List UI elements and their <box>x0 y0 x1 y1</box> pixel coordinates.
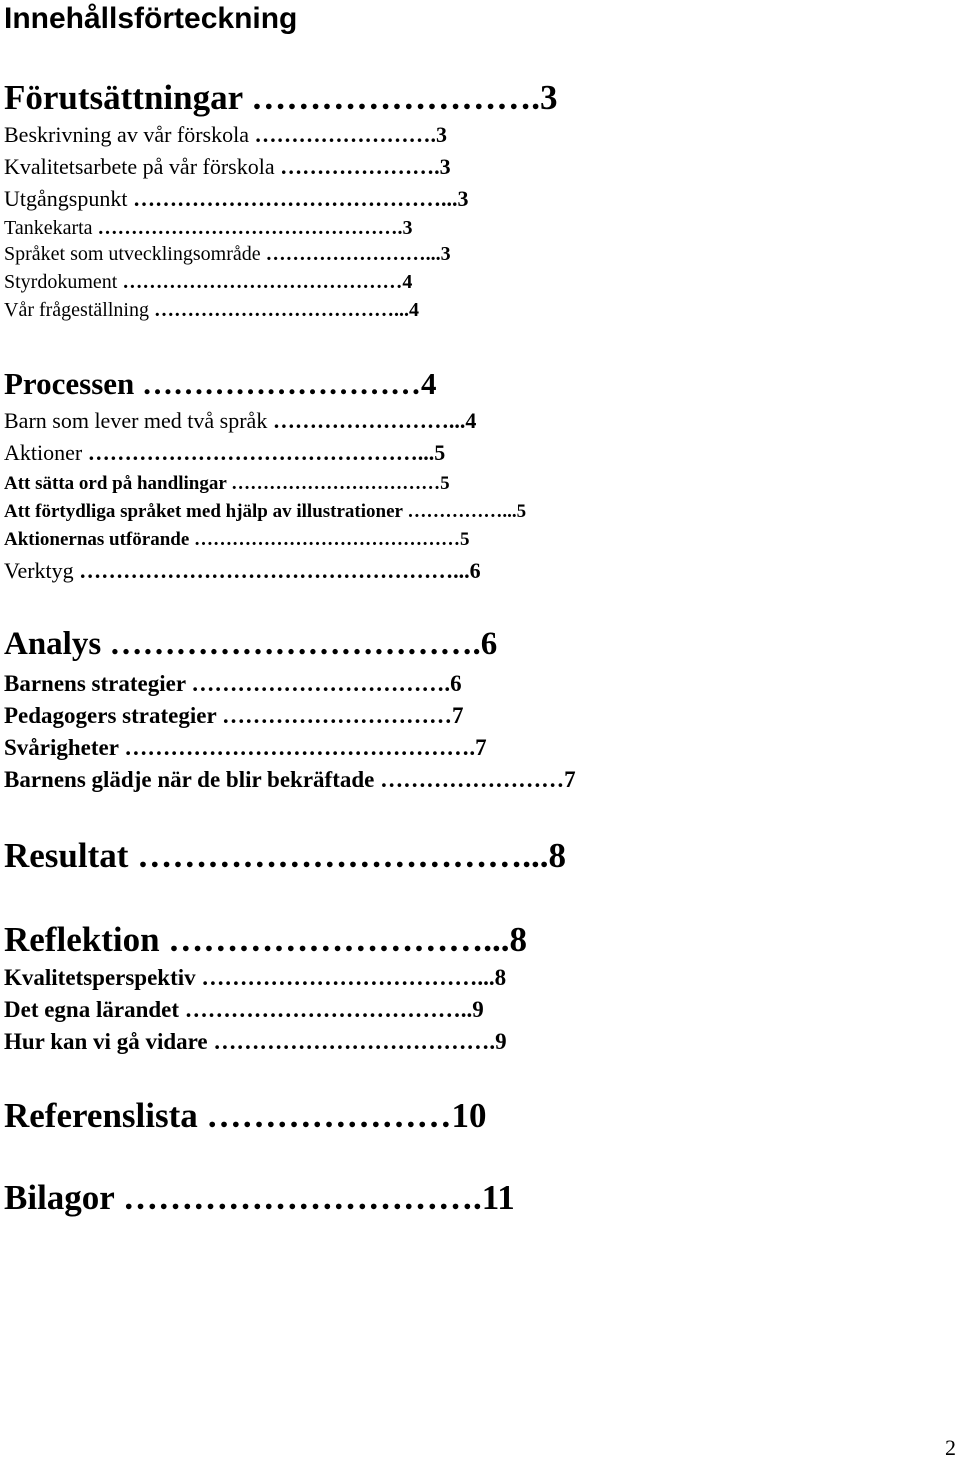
toc-leader: …………………… <box>242 78 532 117</box>
toc-entry[interactable] <box>4 1180 515 1215</box>
toc-entry[interactable] <box>4 272 412 292</box>
toc-page: .3 <box>435 243 451 265</box>
toc-heading: Innehållsförteckning <box>4 2 298 35</box>
toc-entry[interactable] <box>4 300 419 320</box>
toc-page: 8 <box>494 965 507 990</box>
toc-entry-title: Det egna lärandet <box>4 997 180 1022</box>
toc-entry[interactable] <box>4 188 468 210</box>
toc-page: 4 <box>402 271 413 293</box>
toc-entry[interactable] <box>4 1098 487 1133</box>
toc-entry-title: Bilagor <box>4 1178 115 1217</box>
toc-entry-title: Resultat <box>4 836 129 875</box>
toc-leader: …………………………………… <box>189 529 461 550</box>
toc-entry[interactable] <box>4 736 487 759</box>
toc-leader: ……………………... <box>267 408 466 433</box>
toc-leader: ………………………………………. <box>118 735 476 760</box>
toc-page: 5 <box>460 529 470 550</box>
toc-page: 10 <box>451 1096 487 1135</box>
toc-leader: ………………………………... <box>195 965 495 990</box>
toc-page: 5 <box>434 440 446 465</box>
toc-page: 4 <box>465 408 477 433</box>
toc-entry[interactable] <box>4 768 576 791</box>
toc-entry-title: Barnens glädje när de blir bekräftade <box>4 767 375 792</box>
toc-leader: …………………………………… <box>127 186 441 211</box>
toc-entry[interactable] <box>4 502 526 521</box>
toc-leader: ……………………… <box>134 366 422 401</box>
toc-page: 4 <box>421 366 437 401</box>
toc-page: .6 <box>472 626 498 662</box>
toc-entry-title: Tankekarta <box>4 217 93 239</box>
toc-page: 11 <box>481 1178 515 1217</box>
toc-page: 7 <box>452 703 464 728</box>
toc-entry-title: Styrdokument <box>4 271 118 293</box>
toc-page: ...3 <box>440 186 469 211</box>
toc-leader: ………………… <box>197 1096 452 1135</box>
toc-entry[interactable] <box>4 1030 507 1053</box>
toc-leader: ………………………… <box>216 703 452 728</box>
toc-entry[interactable] <box>4 922 527 957</box>
toc-entry-title: Förutsättningar <box>4 78 243 117</box>
toc-entry[interactable] <box>4 998 484 1021</box>
toc-leader: …………………………………… <box>117 271 403 293</box>
toc-entry-title: Beskrivning av vår förskola <box>4 122 249 147</box>
toc-leader: ……………………………….. <box>148 299 404 321</box>
toc-page: .3 <box>531 78 558 117</box>
toc-entry[interactable] <box>4 410 476 432</box>
toc-leader: ………………………... <box>159 920 510 959</box>
toc-entry[interactable] <box>4 628 497 661</box>
toc-leader: …………………………… <box>226 473 441 494</box>
toc-leader: …………………… <box>374 767 565 792</box>
toc-leader: …………………………. <box>114 1178 482 1217</box>
toc-leader: ……………………………. <box>185 671 451 696</box>
toc-entry-title: Svårigheter <box>4 735 119 760</box>
toc-entry-title: Aktioner <box>4 440 83 465</box>
toc-entry[interactable] <box>4 80 558 115</box>
toc-leader: ……………………………... <box>128 836 549 875</box>
toc-entry-title: Vår frågeställning <box>4 299 149 321</box>
toc-entry-title: Utgångspunkt <box>4 186 128 211</box>
toc-page: .3 <box>397 217 413 239</box>
toc-leader: ……………... <box>402 501 517 522</box>
toc-entry-title: Processen <box>4 366 135 401</box>
toc-entry[interactable] <box>4 560 481 582</box>
toc-entry[interactable] <box>4 442 445 464</box>
toc-page: 7 <box>475 735 487 760</box>
page-number: 2 <box>945 1435 956 1460</box>
toc-entry-title: Pedagogers strategier <box>4 703 217 728</box>
toc-page: 7 <box>564 767 576 792</box>
toc-page: .3 <box>430 122 447 147</box>
toc-entry-title: Analys <box>4 626 102 662</box>
toc-entry[interactable] <box>4 474 450 493</box>
toc-entry[interactable] <box>4 966 506 989</box>
toc-entry-title: Hur kan vi gå vidare <box>4 1029 208 1054</box>
toc-entry[interactable] <box>4 124 447 146</box>
toc-page: 6 <box>450 671 462 696</box>
toc-entry-title: Kvalitetsperspektiv <box>4 965 196 990</box>
toc-leader: ……………………………….. <box>179 997 473 1022</box>
toc-leader: ………………………………………... <box>82 440 435 465</box>
toc-page: .3 <box>434 154 451 179</box>
toc-entry[interactable] <box>4 838 566 873</box>
toc-entry-title: Referenslista <box>4 1096 198 1135</box>
toc-page: 9 <box>472 997 484 1022</box>
toc-entry[interactable] <box>4 704 464 727</box>
toc-entry-title: Barnens strategier <box>4 671 186 696</box>
toc-leader: ……………………………………………... <box>73 558 470 583</box>
toc-entry[interactable] <box>4 244 451 264</box>
toc-entry[interactable] <box>4 156 451 178</box>
toc-leader: …………………… <box>249 122 431 147</box>
toc-leader: ………………………………. <box>207 1029 496 1054</box>
toc-entry[interactable] <box>4 218 413 238</box>
toc-leader: …………………………… <box>101 626 473 662</box>
toc-entry[interactable] <box>4 672 462 695</box>
toc-page: .4 <box>403 299 419 321</box>
toc-page: 5 <box>516 501 527 522</box>
toc-entry-title: Verktyg <box>4 558 74 583</box>
toc-entry[interactable] <box>4 530 470 549</box>
toc-leader: …………………….. <box>260 243 436 265</box>
toc-entry-title: Kvalitetsarbete på vår förskola <box>4 154 275 179</box>
toc-entry-title: Reflektion <box>4 920 160 959</box>
toc-entry-title: Att sätta ord på handlingar <box>4 473 227 494</box>
toc-page: 8 <box>509 920 528 959</box>
toc-page: 6 <box>469 558 481 583</box>
toc-leader: ……………………………………… <box>92 217 398 239</box>
toc-entry-title: Att förtydliga språket med hjälp av illustrationer <box>4 501 403 522</box>
toc-page: 5 <box>440 473 450 494</box>
toc-leader: ………………… <box>274 154 435 179</box>
toc-entry-title: Barn som lever med två språk <box>4 408 268 433</box>
toc-entry-title: Aktionernas utförande <box>4 529 190 550</box>
toc-entry-title: Språket som utvecklingsområde <box>4 243 261 265</box>
toc-entry[interactable] <box>4 368 437 399</box>
toc-page: 9 <box>495 1029 507 1054</box>
toc-page: 8 <box>548 836 566 875</box>
